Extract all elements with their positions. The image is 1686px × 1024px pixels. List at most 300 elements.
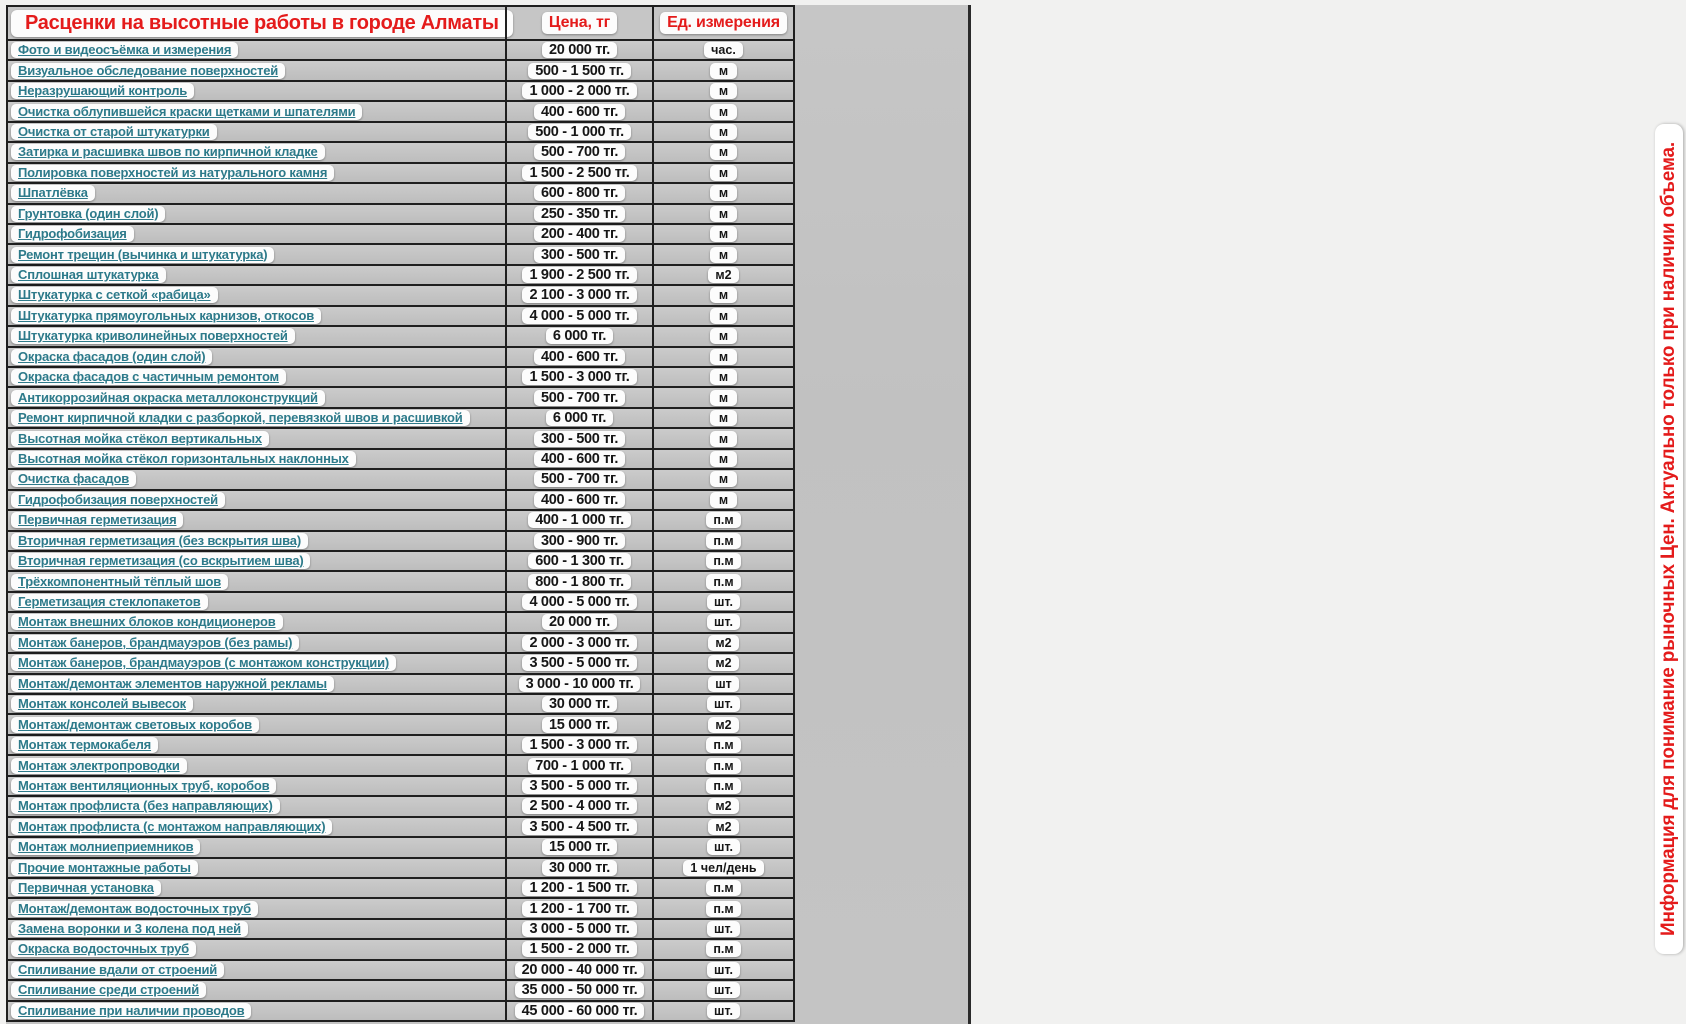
unit-value: м (710, 206, 737, 222)
side-panel (795, 5, 1679, 1024)
table-row (8, 961, 793, 981)
table-row (8, 920, 793, 940)
service-link[interactable]: Монтаж внешних блоков кондиционеров (11, 614, 283, 630)
table-header-row (8, 7, 793, 41)
price-value: 500 - 1 500 тг. (528, 63, 631, 79)
service-cell (8, 859, 505, 877)
price-value: 1 200 - 1 500 тг. (522, 880, 636, 896)
price-cell (505, 429, 652, 447)
service-link[interactable]: Первичная установка (11, 880, 161, 896)
service-cell (8, 327, 505, 345)
unit-value: м2 (708, 635, 738, 651)
unit-value: шт. (707, 962, 740, 978)
service-link[interactable]: Сплошная штукатурка (11, 267, 166, 283)
unit-value: п.м (706, 737, 740, 753)
service-cell (8, 797, 505, 815)
price-value: 3 500 - 4 500 тг. (522, 819, 636, 835)
unit-value: м (710, 451, 737, 467)
price-value: 20 000 тг. (542, 42, 617, 58)
price-value: 500 - 1 000 тг. (528, 124, 631, 140)
service-cell (8, 777, 505, 795)
service-cell (8, 940, 505, 958)
table-row (8, 756, 793, 776)
table-row (8, 450, 793, 470)
service-cell (8, 695, 505, 713)
price-value: 300 - 500 тг. (534, 431, 625, 447)
unit-value: м2 (708, 267, 738, 283)
table-row (8, 715, 793, 735)
service-link[interactable]: Монтаж/демонтаж водосточных труб (11, 901, 258, 917)
price-value: 2 100 - 3 000 тг. (522, 287, 636, 303)
page-canvas (6, 5, 1679, 1024)
price-cell (505, 388, 652, 406)
table-row (8, 307, 793, 327)
table-row (8, 225, 793, 245)
service-link[interactable]: Неразрушающий контроль (11, 83, 194, 99)
service-link[interactable]: Визуальное обследование поверхностей (11, 63, 285, 79)
unit-value: п.м (706, 941, 740, 957)
service-cell (8, 388, 505, 406)
unit-value: м (710, 83, 737, 99)
table-row (8, 593, 793, 613)
table-row (8, 675, 793, 695)
unit-value: 1 чел/день (683, 860, 763, 876)
price-cell (505, 572, 652, 590)
price-value: 400 - 600 тг. (534, 492, 625, 508)
unit-cell (652, 491, 793, 509)
unit-value: м (710, 349, 737, 365)
price-value: 35 000 - 50 000 тг. (515, 982, 645, 998)
page-title: Расценки на высотные работы в городе Алматы (11, 10, 513, 37)
service-cell (8, 164, 505, 182)
table-row (8, 82, 793, 102)
service-link[interactable]: Монтаж вентиляционных труб, коробов (11, 778, 276, 794)
price-value: 4 000 - 5 000 тг. (522, 308, 636, 324)
table-row (8, 1002, 793, 1022)
service-link[interactable]: Монтаж электропроводки (11, 758, 187, 774)
table-row (8, 286, 793, 306)
price-cell (505, 715, 652, 733)
table-row (8, 491, 793, 511)
service-link[interactable]: Фото и видеосъёмка и измерения (11, 42, 238, 58)
service-cell (8, 184, 505, 202)
unit-cell (652, 409, 793, 427)
unit-cell (652, 593, 793, 611)
unit-cell (652, 348, 793, 366)
service-link[interactable]: Замена воронки и 3 колена под ней (11, 921, 248, 937)
table-title-cell (8, 7, 505, 39)
unit-value: п.м (706, 758, 740, 774)
price-cell (505, 143, 652, 161)
unit-value: м (710, 390, 737, 406)
service-link[interactable]: Высотная мойка стёкол горизонтальных наклонных (11, 451, 356, 467)
unit-cell (652, 675, 793, 693)
table-row (8, 164, 793, 184)
service-link[interactable]: Шпатлёвка (11, 185, 95, 201)
price-table (6, 5, 795, 1022)
unit-cell (652, 450, 793, 468)
service-cell (8, 593, 505, 611)
unit-cell (652, 82, 793, 100)
table-row (8, 511, 793, 531)
unit-value: м (710, 431, 737, 447)
price-cell (505, 511, 652, 529)
table-row (8, 470, 793, 490)
unit-cell (652, 164, 793, 182)
service-cell (8, 1002, 505, 1020)
unit-value: п.м (706, 778, 740, 794)
unit-value: м (710, 165, 737, 181)
unit-value: м (710, 185, 737, 201)
price-cell (505, 756, 652, 774)
unit-cell (652, 654, 793, 672)
price-cell (505, 245, 652, 263)
price-cell (505, 981, 652, 999)
unit-cell (652, 123, 793, 141)
service-cell (8, 348, 505, 366)
price-cell (505, 736, 652, 754)
service-link[interactable]: Окраска фасадов (один слой) (11, 349, 212, 365)
table-row (8, 348, 793, 368)
service-link[interactable]: Полировка поверхностей из натурального камня (11, 165, 334, 181)
price-cell (505, 348, 652, 366)
service-cell (8, 225, 505, 243)
unit-cell (652, 940, 793, 958)
unit-cell (652, 532, 793, 550)
service-cell (8, 879, 505, 897)
unit-value: м (710, 104, 737, 120)
price-cell (505, 409, 652, 427)
price-cell (505, 61, 652, 79)
table-row (8, 41, 793, 61)
price-value: 250 - 350 тг. (534, 206, 625, 222)
table-row (8, 388, 793, 408)
service-link[interactable]: Спиливание среди строений (11, 982, 206, 998)
service-link[interactable]: Штукатурка прямоугольных карнизов, откосов (11, 308, 321, 324)
unit-value: шт. (707, 1003, 740, 1019)
price-cell (505, 634, 652, 652)
unit-cell (652, 205, 793, 223)
service-cell (8, 266, 505, 284)
service-cell (8, 491, 505, 509)
table-row (8, 634, 793, 654)
unit-cell (652, 756, 793, 774)
table-row (8, 797, 793, 817)
service-link[interactable]: Ремонт трещин (вычинка и штукатурка) (11, 247, 274, 263)
unit-cell (652, 981, 793, 999)
price-cell (505, 123, 652, 141)
unit-cell (652, 388, 793, 406)
unit-value: м (710, 308, 737, 324)
unit-value: шт (708, 676, 739, 692)
unit-value: м (710, 226, 737, 242)
unit-value: м (710, 124, 737, 140)
table-row (8, 613, 793, 633)
service-link[interactable]: Штукатурка с сеткой «рабица» (11, 287, 218, 303)
price-value: 1 500 - 3 000 тг. (522, 737, 636, 753)
price-value: 800 - 1 800 тг. (528, 574, 631, 590)
service-cell (8, 532, 505, 550)
unit-cell (652, 695, 793, 713)
price-value: 45 000 - 60 000 тг. (515, 1003, 645, 1019)
price-value: 600 - 1 300 тг. (528, 553, 631, 569)
service-cell (8, 102, 505, 120)
price-cell (505, 899, 652, 917)
price-cell (505, 777, 652, 795)
unit-cell (652, 613, 793, 631)
table-row (8, 859, 793, 879)
price-cell (505, 1002, 652, 1020)
price-cell (505, 613, 652, 631)
price-cell (505, 859, 652, 877)
table-row (8, 899, 793, 919)
price-value: 1 200 - 1 700 тг. (522, 901, 636, 917)
price-value: 3 000 - 10 000 тг. (519, 676, 641, 692)
service-link[interactable]: Прочие монтажные работы (11, 860, 198, 876)
side-note (1652, 109, 1686, 969)
service-cell (8, 143, 505, 161)
price-column-header: Цена, тг (542, 12, 617, 34)
unit-value: шт. (707, 982, 740, 998)
service-link[interactable]: Высотная мойка стёкол вертикальных (11, 431, 269, 447)
price-cell (505, 470, 652, 488)
unit-cell (652, 552, 793, 570)
unit-cell (652, 225, 793, 243)
service-link[interactable]: Монтаж/демонтаж световых коробов (11, 717, 259, 733)
price-value: 300 - 900 тг. (534, 533, 625, 549)
table-row (8, 123, 793, 143)
unit-value: м (710, 247, 737, 263)
price-value: 1 500 - 2 500 тг. (522, 165, 636, 181)
service-link[interactable]: Трёхкомпонентный тёплый шов (11, 574, 228, 590)
unit-column-header: Ед. измерения (660, 12, 787, 34)
unit-value: м (710, 492, 737, 508)
service-link[interactable]: Первичная герметизация (11, 512, 183, 528)
price-table-body (8, 41, 793, 1022)
unit-value: м2 (708, 798, 738, 814)
price-cell (505, 205, 652, 223)
price-value: 4 000 - 5 000 тг. (522, 594, 636, 610)
unit-value: м (710, 328, 737, 344)
service-cell (8, 470, 505, 488)
table-row (8, 818, 793, 838)
table-row (8, 552, 793, 572)
price-value: 15 000 тг. (542, 717, 617, 733)
unit-value: п.м (706, 901, 740, 917)
price-cell (505, 82, 652, 100)
unit-cell (652, 327, 793, 345)
service-cell (8, 613, 505, 631)
unit-cell (652, 859, 793, 877)
price-cell (505, 838, 652, 856)
price-cell (505, 818, 652, 836)
unit-value: м (710, 63, 737, 79)
service-link[interactable]: Очистка фасадов (11, 471, 136, 487)
service-cell (8, 838, 505, 856)
unit-cell (652, 184, 793, 202)
unit-value: шт. (707, 921, 740, 937)
unit-cell (652, 899, 793, 917)
service-link[interactable]: Гидрофобизация поверхностей (11, 492, 225, 508)
price-value: 1 500 - 3 000 тг. (522, 369, 636, 385)
service-link[interactable]: Монтаж консолей вывесок (11, 696, 193, 712)
price-value: 500 - 700 тг. (534, 471, 625, 487)
table-row (8, 429, 793, 449)
service-link[interactable]: Окраска фасадов с частичным ремонтом (11, 369, 286, 385)
price-cell (505, 593, 652, 611)
service-link[interactable]: Спиливание вдали от строений (11, 962, 224, 978)
price-value: 700 - 1 000 тг. (528, 758, 631, 774)
unit-cell (652, 920, 793, 938)
service-cell (8, 123, 505, 141)
unit-column-header-cell (652, 7, 793, 39)
service-link[interactable]: Спиливание при наличии проводов (11, 1003, 251, 1019)
price-cell (505, 675, 652, 693)
unit-value: м (710, 471, 737, 487)
service-cell (8, 572, 505, 590)
service-link[interactable]: Очистка от старой штукатурки (11, 124, 217, 140)
price-value: 20 000 тг. (542, 614, 617, 630)
service-cell (8, 920, 505, 938)
table-row (8, 266, 793, 286)
price-cell (505, 307, 652, 325)
service-link[interactable]: Антикоррозийная окраска металлоконструкций (11, 390, 325, 406)
service-link[interactable]: Монтаж термокабеля (11, 737, 158, 753)
unit-cell (652, 838, 793, 856)
unit-cell (652, 266, 793, 284)
unit-cell (652, 368, 793, 386)
service-link[interactable]: Гидрофобизация (11, 226, 134, 242)
service-cell (8, 41, 505, 59)
table-row (8, 409, 793, 429)
unit-value: м (710, 369, 737, 385)
price-value: 1 500 - 2 000 тг. (522, 941, 636, 957)
price-value: 6 000 тг. (546, 328, 613, 344)
service-link[interactable]: Окраска водосточных труб (11, 941, 196, 957)
table-row (8, 205, 793, 225)
service-link[interactable]: Затирка и расшивка швов по кирпичной кладке (11, 144, 325, 160)
service-cell (8, 981, 505, 999)
unit-value: м2 (708, 819, 738, 835)
service-link[interactable]: Очистка облупившейся краски щетками и шпателями (11, 104, 362, 120)
table-row (8, 532, 793, 552)
unit-cell (652, 61, 793, 79)
price-cell (505, 266, 652, 284)
unit-value: шт. (707, 614, 740, 630)
price-cell (505, 450, 652, 468)
price-cell (505, 368, 652, 386)
unit-value: п.м (706, 512, 740, 528)
service-cell (8, 552, 505, 570)
price-value: 1 900 - 2 500 тг. (522, 267, 636, 283)
table-row (8, 572, 793, 592)
price-value: 300 - 500 тг. (534, 247, 625, 263)
table-row (8, 695, 793, 715)
service-cell (8, 82, 505, 100)
price-value: 2 000 - 3 000 тг. (522, 635, 636, 651)
unit-value: п.м (706, 533, 740, 549)
unit-value: м (710, 287, 737, 303)
price-cell (505, 225, 652, 243)
price-value: 3 000 - 5 000 тг. (522, 921, 636, 937)
price-value: 500 - 700 тг. (534, 144, 625, 160)
unit-value: м (710, 410, 737, 426)
table-row (8, 654, 793, 674)
table-row (8, 61, 793, 81)
unit-value: шт. (707, 594, 740, 610)
price-value: 600 - 800 тг. (534, 185, 625, 201)
service-cell (8, 450, 505, 468)
table-row (8, 981, 793, 1001)
price-value: 6 000 тг. (546, 410, 613, 426)
table-row (8, 143, 793, 163)
price-cell (505, 164, 652, 182)
price-value: 30 000 тг. (542, 860, 617, 876)
unit-cell (652, 818, 793, 836)
unit-value: шт. (707, 696, 740, 712)
service-link[interactable]: Штукатурка криволинейных поверхностей (11, 328, 295, 344)
service-link[interactable]: Монтаж банеров, брандмауэров (с монтажом конструкции) (11, 655, 396, 671)
service-link[interactable]: Герметизация стеклопакетов (11, 594, 208, 610)
service-link[interactable]: Грунтовка (один слой) (11, 206, 165, 222)
unit-cell (652, 41, 793, 59)
service-link[interactable]: Монтаж молниеприемников (11, 839, 200, 855)
price-cell (505, 327, 652, 345)
service-cell (8, 511, 505, 529)
price-value: 30 000 тг. (542, 696, 617, 712)
service-cell (8, 429, 505, 447)
price-cell (505, 920, 652, 938)
table-row (8, 102, 793, 122)
service-cell (8, 675, 505, 693)
service-cell (8, 756, 505, 774)
service-link[interactable]: Монтаж профлиста (без направляющих) (11, 798, 280, 814)
unit-cell (652, 777, 793, 795)
table-row (8, 940, 793, 960)
unit-value: час. (704, 42, 743, 58)
price-value: 400 - 1 000 тг. (528, 512, 631, 528)
price-cell (505, 797, 652, 815)
service-link[interactable]: Ремонт кирпичной кладки с разборкой, перевязкой швов и расшивкой (11, 410, 470, 426)
service-cell (8, 736, 505, 754)
price-value: 2 500 - 4 000 тг. (522, 798, 636, 814)
service-link[interactable]: Монтаж/демонтаж элементов наружной рекламы (11, 676, 334, 692)
service-cell (8, 307, 505, 325)
price-column-header-cell (505, 7, 652, 39)
unit-value: шт. (707, 839, 740, 855)
service-link[interactable]: Вторичная герметизация (со вскрытием шва) (11, 553, 310, 569)
unit-cell (652, 470, 793, 488)
unit-cell (652, 102, 793, 120)
price-cell (505, 184, 652, 202)
price-value: 1 000 - 2 000 тг. (522, 83, 636, 99)
service-link[interactable]: Монтаж профлиста (с монтажом направляющих) (11, 819, 332, 835)
price-cell (505, 961, 652, 979)
unit-cell (652, 143, 793, 161)
unit-cell (652, 715, 793, 733)
service-cell (8, 899, 505, 917)
unit-cell (652, 572, 793, 590)
unit-cell (652, 961, 793, 979)
unit-cell (652, 511, 793, 529)
service-link[interactable]: Вторичная герметизация (без вскрытия шва) (11, 533, 308, 549)
unit-value: м2 (708, 717, 738, 733)
table-row (8, 736, 793, 756)
price-cell (505, 695, 652, 713)
service-link[interactable]: Монтаж банеров, брандмауэров (без рамы) (11, 635, 299, 651)
price-cell (505, 41, 652, 59)
table-row (8, 368, 793, 388)
